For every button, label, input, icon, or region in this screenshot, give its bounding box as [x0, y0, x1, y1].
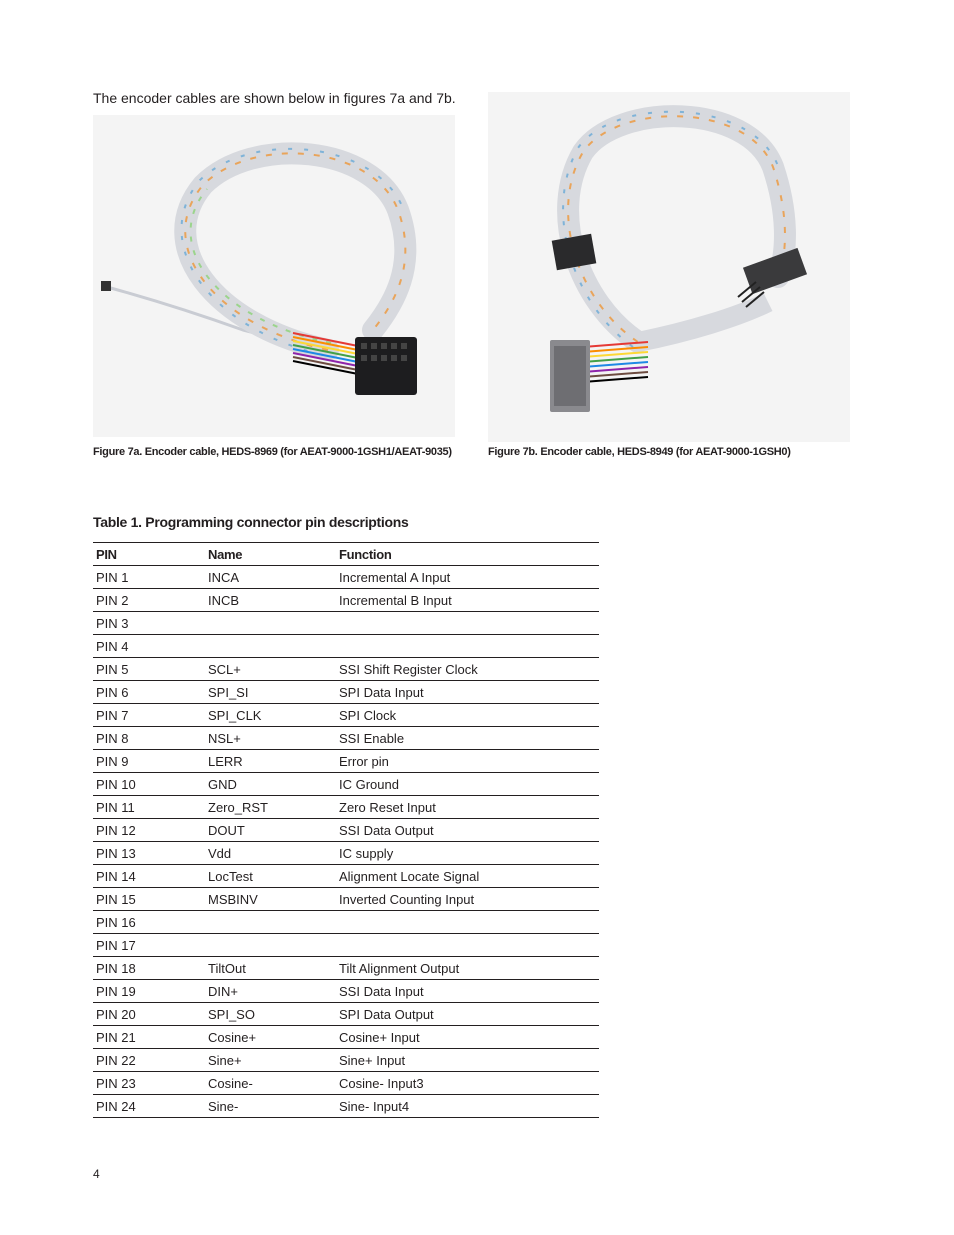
cell-function: Sine+ Input — [336, 1049, 599, 1072]
cell-pin: PIN 22 — [93, 1049, 205, 1072]
cell-function: Tilt Alignment Output — [336, 957, 599, 980]
cell-name: INCB — [205, 589, 336, 612]
cell-function: IC supply — [336, 842, 599, 865]
cell-function: Inverted Counting Input — [336, 888, 599, 911]
cell-function: Alignment Locate Signal — [336, 865, 599, 888]
table-row — [93, 796, 599, 819]
cell-pin: PIN 19 — [93, 980, 205, 1003]
table-row — [93, 865, 599, 888]
cell-function: Incremental A Input — [336, 566, 599, 589]
table-row — [93, 635, 599, 658]
cell-pin: PIN 18 — [93, 957, 205, 980]
cell-function: Error pin — [336, 750, 599, 773]
table-row — [93, 1003, 599, 1026]
table-row — [93, 704, 599, 727]
table-row — [93, 1026, 599, 1049]
cell-pin: PIN 5 — [93, 658, 205, 681]
cell-pin: PIN 6 — [93, 681, 205, 704]
page-number: 4 — [93, 1167, 100, 1181]
cell-pin: PIN 20 — [93, 1003, 205, 1026]
cell-name: Vdd — [205, 842, 336, 865]
cell-function: IC Ground — [336, 773, 599, 796]
cell-pin: PIN 12 — [93, 819, 205, 842]
cell-function: Zero Reset Input — [336, 796, 599, 819]
cell-name: TiltOut — [205, 957, 336, 980]
cell-name — [205, 635, 336, 658]
table-row — [93, 934, 599, 957]
cell-function — [336, 911, 599, 934]
table-row — [93, 750, 599, 773]
cell-name: DIN+ — [205, 980, 336, 1003]
cell-pin: PIN 17 — [93, 934, 205, 957]
cell-name: INCA — [205, 566, 336, 589]
header-name: Name — [205, 543, 336, 566]
cell-name: NSL+ — [205, 727, 336, 750]
table-title: Table 1. Programming connector pin descriptions — [93, 514, 409, 530]
cell-function: SPI Clock — [336, 704, 599, 727]
cell-name: Sine- — [205, 1095, 336, 1118]
encoder-cable-photo-b — [488, 92, 850, 442]
figure-7a-caption: Figure 7a. Encoder cable, HEDS-8969 (for AEAT-9000-1GSH1/AEAT-9035) — [93, 446, 452, 458]
cell-function: SSI Enable — [336, 727, 599, 750]
cell-pin: PIN 7 — [93, 704, 205, 727]
cell-pin: PIN 13 — [93, 842, 205, 865]
cell-name: SPI_CLK — [205, 704, 336, 727]
table-row — [93, 612, 599, 635]
cell-pin: PIN 3 — [93, 612, 205, 635]
table-row — [93, 888, 599, 911]
cell-function: Sine- Input4 — [336, 1095, 599, 1118]
cell-function: SPI Data Input — [336, 681, 599, 704]
cell-name: Cosine+ — [205, 1026, 336, 1049]
cell-name: SPI_SO — [205, 1003, 336, 1026]
pin-descriptions-table — [93, 542, 599, 1118]
cell-pin: PIN 2 — [93, 589, 205, 612]
cell-function: Incremental B Input — [336, 589, 599, 612]
cell-name: GND — [205, 773, 336, 796]
cell-name: LocTest — [205, 865, 336, 888]
cell-pin: PIN 23 — [93, 1072, 205, 1095]
table-row — [93, 773, 599, 796]
cell-function: SSI Shift Register Clock — [336, 658, 599, 681]
cell-name: SCL+ — [205, 658, 336, 681]
table-row — [93, 1049, 599, 1072]
cell-pin: PIN 24 — [93, 1095, 205, 1118]
table-row — [93, 727, 599, 750]
cell-function: Cosine- Input3 — [336, 1072, 599, 1095]
cell-pin: PIN 15 — [93, 888, 205, 911]
cell-name: Cosine- — [205, 1072, 336, 1095]
header-function: Function — [336, 543, 599, 566]
cell-name: DOUT — [205, 819, 336, 842]
table-row — [93, 957, 599, 980]
cell-pin: PIN 4 — [93, 635, 205, 658]
cell-name: Sine+ — [205, 1049, 336, 1072]
cell-name: MSBINV — [205, 888, 336, 911]
cell-pin: PIN 8 — [93, 727, 205, 750]
cell-pin: PIN 16 — [93, 911, 205, 934]
table-row — [93, 911, 599, 934]
table-row — [93, 980, 599, 1003]
cell-name — [205, 934, 336, 957]
intro-text: The encoder cables are shown below in figures 7a and 7b. — [93, 90, 456, 106]
cell-name — [205, 612, 336, 635]
cell-name: Zero_RST — [205, 796, 336, 819]
cell-function: SPI Data Output — [336, 1003, 599, 1026]
cell-function: Cosine+ Input — [336, 1026, 599, 1049]
header-pin: PIN — [93, 543, 205, 566]
table-row — [93, 566, 599, 589]
table-header-row — [93, 543, 599, 566]
cell-name — [205, 911, 336, 934]
cell-pin: PIN 10 — [93, 773, 205, 796]
table-row — [93, 658, 599, 681]
table-row — [93, 819, 599, 842]
cell-name: SPI_SI — [205, 681, 336, 704]
table-row — [93, 1095, 599, 1118]
table-row — [93, 589, 599, 612]
cell-function: SSI Data Input — [336, 980, 599, 1003]
figure-7b-caption: Figure 7b. Encoder cable, HEDS-8949 (for AEAT-9000-1GSH0) — [488, 446, 791, 458]
cell-pin: PIN 11 — [93, 796, 205, 819]
table-row — [93, 1072, 599, 1095]
cell-function — [336, 612, 599, 635]
table-row — [93, 842, 599, 865]
table-row — [93, 681, 599, 704]
encoder-cable-photo-a — [93, 115, 455, 437]
cell-pin: PIN 9 — [93, 750, 205, 773]
cell-pin: PIN 21 — [93, 1026, 205, 1049]
cell-function — [336, 635, 599, 658]
cell-function — [336, 934, 599, 957]
cell-pin: PIN 14 — [93, 865, 205, 888]
cell-pin: PIN 1 — [93, 566, 205, 589]
cell-name: LERR — [205, 750, 336, 773]
cell-function: SSI Data Output — [336, 819, 599, 842]
